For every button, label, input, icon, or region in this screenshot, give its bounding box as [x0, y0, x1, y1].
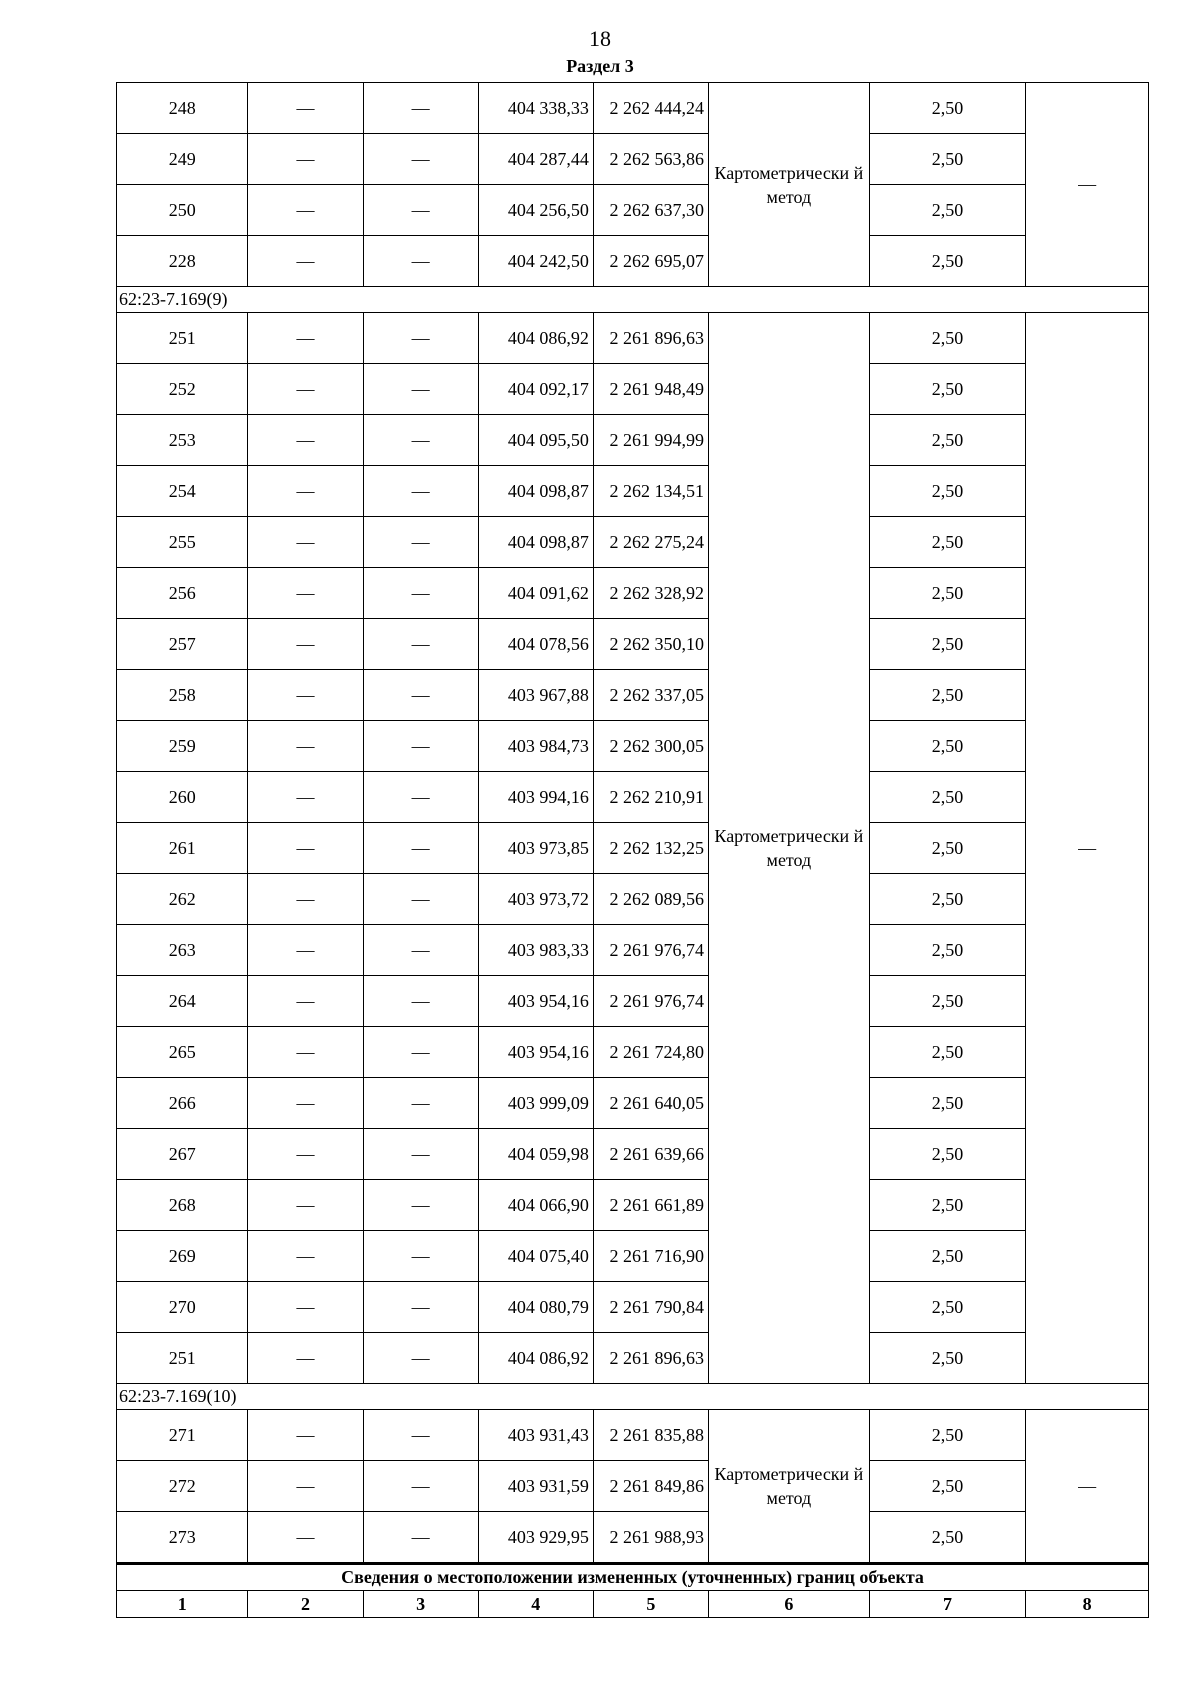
x-coordinate: 403 967,88 [478, 670, 593, 721]
x-coordinate: 404 095,50 [478, 415, 593, 466]
table-row [117, 1027, 1149, 1078]
x-coordinate: 404 080,79 [478, 1282, 593, 1333]
col2-value: — [248, 1129, 363, 1180]
point-number: 248 [117, 83, 248, 134]
col3-value: — [363, 83, 478, 134]
y-coordinate: 2 261 790,84 [593, 1282, 708, 1333]
col3-value: — [363, 517, 478, 568]
y-coordinate: 2 262 089,56 [593, 874, 708, 925]
col2-value: — [248, 976, 363, 1027]
accuracy-value: 2,50 [869, 772, 1025, 823]
x-coordinate: 404 098,87 [478, 466, 593, 517]
x-coordinate: 403 994,16 [478, 772, 593, 823]
table-row [117, 1180, 1149, 1231]
table-row [117, 83, 1149, 134]
x-coordinate: 403 973,85 [478, 823, 593, 874]
point-number: 228 [117, 236, 248, 287]
group-label-row [117, 287, 1149, 313]
col3-value: — [363, 976, 478, 1027]
point-number: 271 [117, 1410, 248, 1461]
group-label: 62:23-7.169(10) [117, 1384, 1149, 1410]
col2-value: — [248, 415, 363, 466]
point-number: 251 [117, 313, 248, 364]
x-coordinate: 404 059,98 [478, 1129, 593, 1180]
col3-value: — [363, 874, 478, 925]
table-row [117, 1129, 1149, 1180]
accuracy-value: 2,50 [869, 1129, 1025, 1180]
accuracy-value: 2,50 [869, 1333, 1025, 1384]
col2-value: — [248, 1333, 363, 1384]
column-number: 7 [869, 1591, 1025, 1618]
y-coordinate: 2 262 444,24 [593, 83, 708, 134]
table-row [117, 517, 1149, 568]
column-number: 2 [248, 1591, 363, 1618]
x-coordinate: 403 999,09 [478, 1078, 593, 1129]
col3-value: — [363, 823, 478, 874]
table-row [117, 976, 1149, 1027]
point-number: 262 [117, 874, 248, 925]
x-coordinate: 403 954,16 [478, 976, 593, 1027]
x-coordinate: 404 078,56 [478, 619, 593, 670]
accuracy-value: 2,50 [869, 619, 1025, 670]
col3-value: — [363, 466, 478, 517]
point-number: 253 [117, 415, 248, 466]
col3-value: — [363, 134, 478, 185]
col2-value: — [248, 1027, 363, 1078]
col3-value: — [363, 1231, 478, 1282]
y-coordinate: 2 261 976,74 [593, 925, 708, 976]
x-coordinate: 403 984,73 [478, 721, 593, 772]
col3-value: — [363, 415, 478, 466]
table-row [117, 721, 1149, 772]
accuracy-value: 2,50 [869, 313, 1025, 364]
y-coordinate: 2 261 835,88 [593, 1410, 708, 1461]
y-coordinate: 2 262 134,51 [593, 466, 708, 517]
column-number: 5 [593, 1591, 708, 1618]
x-coordinate: 404 098,87 [478, 517, 593, 568]
y-coordinate: 2 261 661,89 [593, 1180, 708, 1231]
col3-value: — [363, 670, 478, 721]
col2-value: — [248, 1461, 363, 1512]
section-title: Раздел 3 [566, 56, 634, 76]
point-number: 265 [117, 1027, 248, 1078]
col2-value: — [248, 772, 363, 823]
column-number: 4 [478, 1591, 593, 1618]
col3-value: — [363, 772, 478, 823]
x-coordinate: 404 338,33 [478, 83, 593, 134]
y-coordinate: 2 262 328,92 [593, 568, 708, 619]
x-coordinate: 404 066,90 [478, 1180, 593, 1231]
point-number: 268 [117, 1180, 248, 1231]
x-coordinate: 403 929,95 [478, 1512, 593, 1564]
point-number: 270 [117, 1282, 248, 1333]
accuracy-value: 2,50 [869, 83, 1025, 134]
table-row [117, 1461, 1149, 1512]
x-coordinate: 403 973,72 [478, 874, 593, 925]
col8-value: — [1026, 83, 1149, 287]
col3-value: — [363, 1282, 478, 1333]
accuracy-value: 2,50 [869, 823, 1025, 874]
col2-value: — [248, 364, 363, 415]
y-coordinate: 2 261 849,86 [593, 1461, 708, 1512]
col3-value: — [363, 1129, 478, 1180]
accuracy-value: 2,50 [869, 1027, 1025, 1078]
col3-value: — [363, 313, 478, 364]
col2-value: — [248, 236, 363, 287]
method-cell: Картометрически й метод [709, 83, 870, 287]
table-row [117, 619, 1149, 670]
x-coordinate: 404 242,50 [478, 236, 593, 287]
y-coordinate: 2 262 275,24 [593, 517, 708, 568]
accuracy-value: 2,50 [869, 1180, 1025, 1231]
table-row [117, 670, 1149, 721]
method-cell: Картометрически й метод [709, 313, 870, 1384]
col2-value: — [248, 619, 363, 670]
point-number: 267 [117, 1129, 248, 1180]
point-number: 251 [117, 1333, 248, 1384]
x-coordinate: 404 256,50 [478, 185, 593, 236]
y-coordinate: 2 262 563,86 [593, 134, 708, 185]
col3-value: — [363, 619, 478, 670]
column-numbers-row [117, 1591, 1149, 1618]
col3-value: — [363, 1512, 478, 1564]
col3-value: — [363, 1027, 478, 1078]
y-coordinate: 2 261 976,74 [593, 976, 708, 1027]
x-coordinate: 403 954,16 [478, 1027, 593, 1078]
col2-value: — [248, 1282, 363, 1333]
col2-value: — [248, 670, 363, 721]
accuracy-value: 2,50 [869, 1461, 1025, 1512]
accuracy-value: 2,50 [869, 134, 1025, 185]
col2-value: — [248, 1180, 363, 1231]
table-row [117, 1333, 1149, 1384]
y-coordinate: 2 261 948,49 [593, 364, 708, 415]
col2-value: — [248, 721, 363, 772]
x-coordinate: 403 931,59 [478, 1461, 593, 1512]
point-number: 269 [117, 1231, 248, 1282]
table-row [117, 313, 1149, 364]
accuracy-value: 2,50 [869, 517, 1025, 568]
x-coordinate: 404 086,92 [478, 313, 593, 364]
x-coordinate: 404 086,92 [478, 1333, 593, 1384]
point-number: 256 [117, 568, 248, 619]
point-number: 249 [117, 134, 248, 185]
col3-value: — [363, 1180, 478, 1231]
col2-value: — [248, 466, 363, 517]
table-row [117, 364, 1149, 415]
y-coordinate: 2 262 695,07 [593, 236, 708, 287]
y-coordinate: 2 261 988,93 [593, 1512, 708, 1564]
accuracy-value: 2,50 [869, 670, 1025, 721]
col3-value: — [363, 721, 478, 772]
point-number: 257 [117, 619, 248, 670]
x-coordinate: 404 075,40 [478, 1231, 593, 1282]
table-row [117, 772, 1149, 823]
col2-value: — [248, 1410, 363, 1461]
accuracy-value: 2,50 [869, 236, 1025, 287]
accuracy-value: 2,50 [869, 1410, 1025, 1461]
y-coordinate: 2 262 350,10 [593, 619, 708, 670]
accuracy-value: 2,50 [869, 1282, 1025, 1333]
y-coordinate: 2 262 132,25 [593, 823, 708, 874]
point-number: 266 [117, 1078, 248, 1129]
accuracy-value: 2,50 [869, 185, 1025, 236]
y-coordinate: 2 261 639,66 [593, 1129, 708, 1180]
table-row [117, 466, 1149, 517]
point-number: 255 [117, 517, 248, 568]
accuracy-value: 2,50 [869, 976, 1025, 1027]
col3-value: — [363, 1078, 478, 1129]
col2-value: — [248, 517, 363, 568]
col2-value: — [248, 823, 363, 874]
col2-value: — [248, 1512, 363, 1564]
point-number: 272 [117, 1461, 248, 1512]
column-number: 3 [363, 1591, 478, 1618]
group-label: 62:23-7.169(9) [117, 287, 1149, 313]
point-number: 250 [117, 185, 248, 236]
col3-value: — [363, 1333, 478, 1384]
col2-value: — [248, 83, 363, 134]
column-number: 8 [1026, 1591, 1149, 1618]
accuracy-value: 2,50 [869, 415, 1025, 466]
y-coordinate: 2 261 896,63 [593, 313, 708, 364]
table-caption: Сведения о местоположении измененных (уточненных) границ объекта [117, 1564, 1149, 1591]
col2-value: — [248, 874, 363, 925]
accuracy-value: 2,50 [869, 925, 1025, 976]
table-row [117, 1282, 1149, 1333]
y-coordinate: 2 261 724,80 [593, 1027, 708, 1078]
table-row [117, 823, 1149, 874]
col3-value: — [363, 568, 478, 619]
point-number: 263 [117, 925, 248, 976]
table-row [117, 134, 1149, 185]
coordinates-table [116, 82, 1149, 1618]
accuracy-value: 2,50 [869, 364, 1025, 415]
accuracy-value: 2,50 [869, 1078, 1025, 1129]
y-coordinate: 2 261 640,05 [593, 1078, 708, 1129]
col2-value: — [248, 568, 363, 619]
col8-value: — [1026, 1410, 1149, 1564]
caption-row [117, 1564, 1149, 1591]
col3-value: — [363, 1410, 478, 1461]
x-coordinate: 404 287,44 [478, 134, 593, 185]
point-number: 264 [117, 976, 248, 1027]
y-coordinate: 2 261 994,99 [593, 415, 708, 466]
col3-value: — [363, 925, 478, 976]
accuracy-value: 2,50 [869, 721, 1025, 772]
col2-value: — [248, 1078, 363, 1129]
table-row [117, 1231, 1149, 1282]
table-row [117, 1078, 1149, 1129]
col3-value: — [363, 364, 478, 415]
table-row [117, 415, 1149, 466]
point-number: 258 [117, 670, 248, 721]
y-coordinate: 2 261 896,63 [593, 1333, 708, 1384]
accuracy-value: 2,50 [869, 874, 1025, 925]
col3-value: — [363, 236, 478, 287]
x-coordinate: 404 091,62 [478, 568, 593, 619]
y-coordinate: 2 262 337,05 [593, 670, 708, 721]
col2-value: — [248, 185, 363, 236]
page-number: 18 [589, 26, 611, 51]
col8-value: — [1026, 313, 1149, 1384]
col3-value: — [363, 1461, 478, 1512]
table-row [117, 236, 1149, 287]
table-body [117, 83, 1149, 1618]
table-row [117, 874, 1149, 925]
y-coordinate: 2 262 210,91 [593, 772, 708, 823]
table-row [117, 185, 1149, 236]
col2-value: — [248, 134, 363, 185]
point-number: 273 [117, 1512, 248, 1564]
accuracy-value: 2,50 [869, 1231, 1025, 1282]
y-coordinate: 2 261 716,90 [593, 1231, 708, 1282]
x-coordinate: 403 983,33 [478, 925, 593, 976]
accuracy-value: 2,50 [869, 568, 1025, 619]
y-coordinate: 2 262 637,30 [593, 185, 708, 236]
table-row [117, 925, 1149, 976]
table-row [117, 1410, 1149, 1461]
accuracy-value: 2,50 [869, 1512, 1025, 1564]
col2-value: — [248, 925, 363, 976]
accuracy-value: 2,50 [869, 466, 1025, 517]
point-number: 254 [117, 466, 248, 517]
col3-value: — [363, 185, 478, 236]
col2-value: — [248, 313, 363, 364]
x-coordinate: 404 092,17 [478, 364, 593, 415]
y-coordinate: 2 262 300,05 [593, 721, 708, 772]
group-label-row [117, 1384, 1149, 1410]
point-number: 259 [117, 721, 248, 772]
table-row [117, 568, 1149, 619]
col2-value: — [248, 1231, 363, 1282]
column-number: 6 [709, 1591, 870, 1618]
x-coordinate: 403 931,43 [478, 1410, 593, 1461]
column-number: 1 [117, 1591, 248, 1618]
table-row [117, 1512, 1149, 1564]
point-number: 260 [117, 772, 248, 823]
point-number: 252 [117, 364, 248, 415]
method-cell: Картометрически й метод [709, 1410, 870, 1564]
point-number: 261 [117, 823, 248, 874]
